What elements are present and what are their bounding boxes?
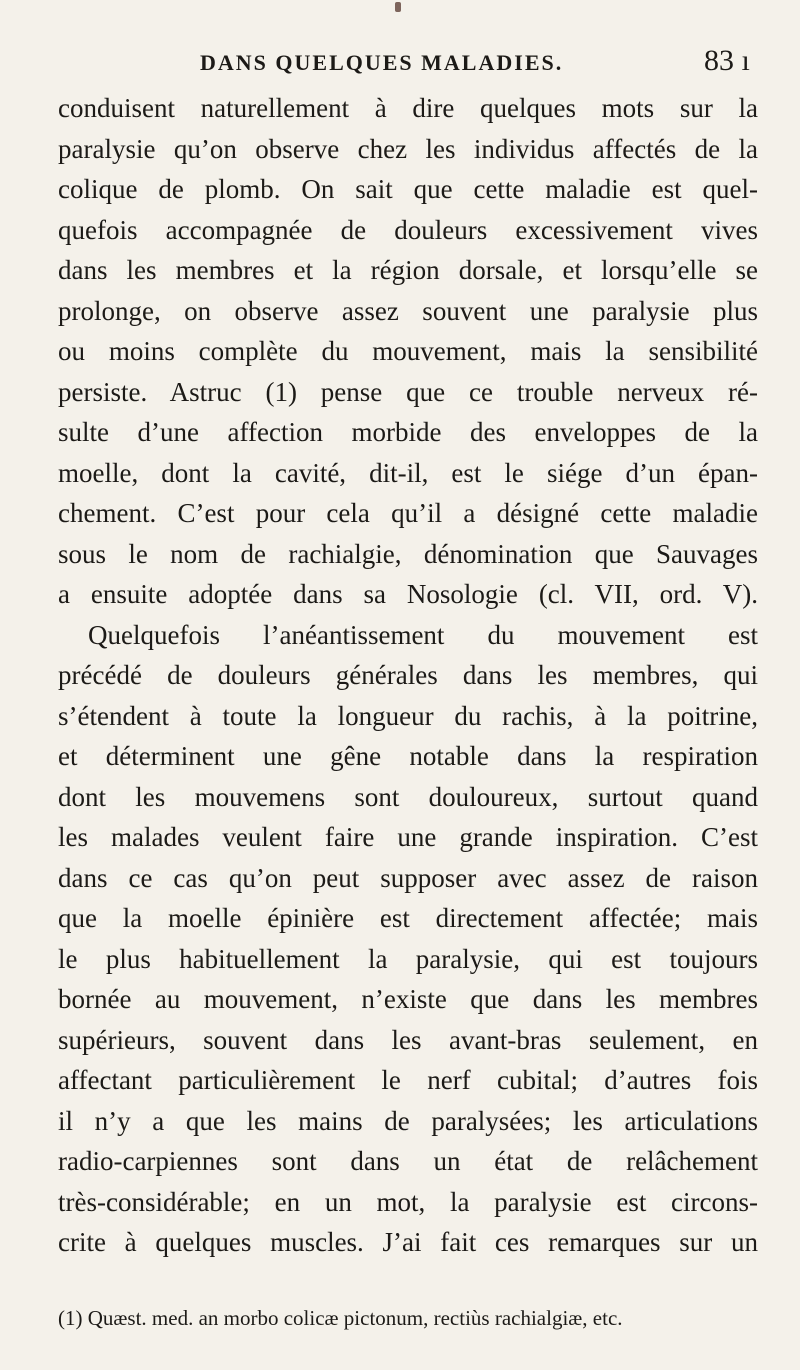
text-line: il n’y a que les mains de paralysées; les articulations (58, 1105, 758, 1136)
text-line: que la moelle épinière est directement affectée; mais (58, 903, 758, 933)
text-line: supérieurs, souvent dans les avant-bras seulement, en (58, 1024, 758, 1055)
text-line: quefois accompagnée de douleurs excessivement vives (58, 214, 758, 245)
text-line: dont les mouvemens sont douloureux, surtout quand (58, 781, 758, 812)
text-line: s’étendent à toute la longueur du rachis, à la poitrine, (58, 700, 758, 731)
body-text (58, 88, 758, 1263)
text-line: dans ce cas qu’on peut supposer avec assez de raison (58, 862, 758, 893)
text-line: précédé de douleurs générales dans les membres, qui (58, 660, 758, 690)
text-line: dans les membres et la région dorsale, et lorsqu’elle se (58, 255, 758, 285)
text-line: a ensuite adoptée dans sa Nosologie (cl. VII, ord. V). (58, 579, 758, 609)
text-line: affectant particulièrement le nerf cubital; d’autres fois (58, 1065, 758, 1095)
footnote: (1) Quæst. med. an morbo colicæ pictonum, rectiùs rachialgiæ, etc. (58, 1306, 623, 1330)
text-line: et déterminent une gêne notable dans la respiration (58, 741, 758, 771)
text-line: crite à quelques muscles. J’ai fait ces remarques sur un (58, 1227, 758, 1257)
text-line: bornée au mouvement, n’existe que dans les membres (58, 984, 758, 1014)
text-line: moelle, dont la cavité, dit-il, est le siége d’un épan- (58, 457, 758, 488)
text-line: paralysie qu’on observe chez les individus affectés de la (58, 133, 758, 164)
page-header (0, 44, 800, 84)
text-line: les malades veulent faire une grande inspiration. C’est (58, 822, 758, 852)
text-line: colique de plomb. On sait que cette maladie est quel- (58, 174, 758, 204)
text-line: Quelquefois l’anéantissement du mouvement est (88, 619, 758, 650)
text-line: conduisent naturellement à dire quelques mots sur la (58, 93, 758, 123)
text-line: le plus habituellement la paralysie, qui est toujours (58, 943, 758, 974)
text-line: radio-carpiennes sont dans un état de relâchement (58, 1146, 758, 1176)
text-line: persiste. Astruc (1) pense que ce trouble nerveux ré- (58, 376, 758, 407)
text-line: sulte d’une affection morbide des enveloppes de la (58, 417, 758, 447)
text-line: chement. C’est pour cela qu’il a désigné cette maladie (58, 498, 758, 528)
running-head: DANS QUELQUES MALADIES. (200, 50, 564, 75)
ink-speck (395, 2, 401, 12)
text-line: très-considérable; en un mot, la paralysie est circons- (58, 1186, 758, 1217)
text-line: prolonge, on observe assez souvent une paralysie plus (58, 295, 758, 326)
text-line: ou moins complète du mouvement, mais la sensibilité (58, 336, 758, 366)
text-line: sous le nom de rachialgie, dénomination que Sauvages (58, 538, 758, 569)
page-number: 83 ı (704, 44, 750, 77)
